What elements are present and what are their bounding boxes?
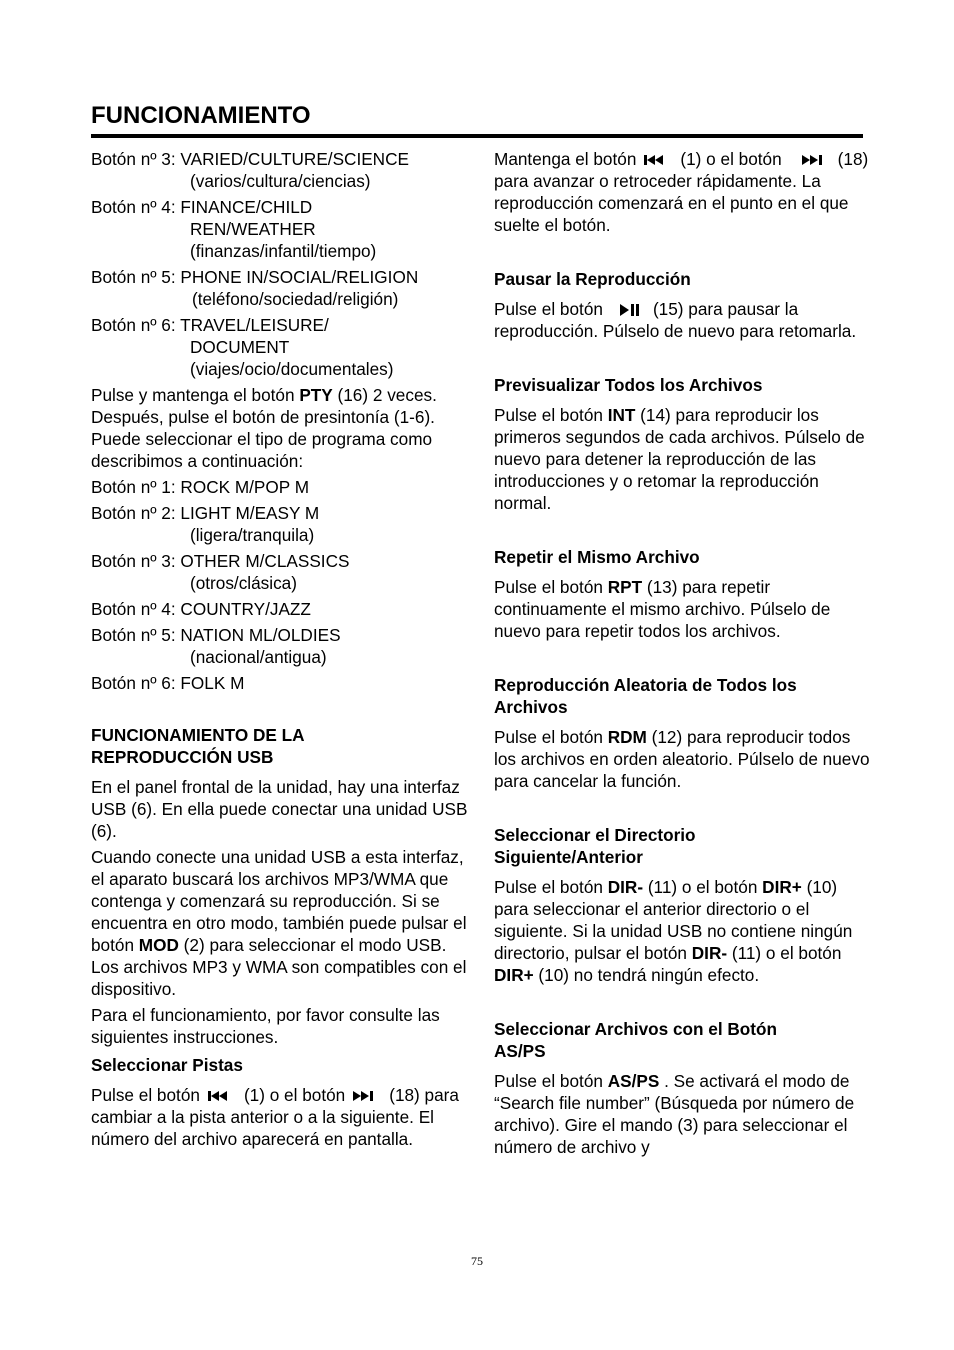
pause-heading: Pausar la Reproducción — [494, 269, 691, 289]
rds-item-main: Botón nº 4: COUNTRY/JAZZ — [91, 599, 311, 619]
asps-paragraph: Pulse el botón AS/PS . Se activará el modo de “Search file number” (Búsqueda por número de archivo). Gire el mando (3) para seleccionar el número de archivo y — [494, 1071, 855, 1157]
skip-next-icon — [353, 1090, 375, 1102]
page-number: 75 — [471, 1254, 483, 1268]
intro-heading: Previsualizar Todos los Archivos — [494, 375, 763, 395]
spacer — [494, 990, 874, 1018]
rds-item-sub: (teléfono/sociedad/religión) — [192, 289, 399, 309]
pause-paragraph: Pulse el botón (15) para pausar la reproducción. Púlselo de nuevo para retomarla. — [494, 299, 857, 341]
directory-paragraph: Pulse el botón DIR- (11) o el botón DIR+ (10) para seleccionar el anterior directorio o el siguiente. Si la unidad USB no contiene ningún directorio, pulsar el botón DIR- (11) o el botón DIR+ (10) no tendrá ningún efecto. — [494, 877, 853, 985]
rds-item — [91, 476, 471, 498]
skip-next-icon — [802, 154, 824, 166]
rds-item-sub: (nacional/antigua) — [190, 647, 327, 667]
rds-item-sub: (otros/clásica) — [190, 573, 297, 593]
rds-list-2 — [91, 476, 471, 694]
usb-heading: FUNCIONAMIENTO DE LA REPRODUCCIÓN USB — [91, 725, 305, 767]
rds-item-sub: (viajes/ocio/documentales) — [190, 359, 394, 379]
spacer — [494, 346, 874, 374]
rds-item-main: Botón nº 5: NATION ML/OLDIES — [91, 625, 341, 645]
title-rule — [91, 134, 863, 138]
rds-item-sub: REN/WEATHER — [190, 219, 316, 239]
tracks-heading: Seleccionar Pistas — [91, 1055, 243, 1075]
usb-paragraph-1: En el panel frontal de la unidad, hay una interfaz USB (6). En ella puede conectar una unidad USB (6). — [91, 777, 468, 841]
repeat-heading: Repetir el Mismo Archivo — [494, 547, 700, 567]
rds-list-1 — [91, 148, 471, 380]
intro-paragraph: Pulse el botón INT (14) para reproducir los primeros segundos de cada archivos. Púlselo de nuevo para detener la reproducción de las introducciones y o retomar la reproducción normal. — [494, 405, 865, 513]
usb-paragraph-3: Para el funcionamiento, por favor consulte las siguientes instrucciones. — [91, 1005, 440, 1047]
pty-paragraph: Pulse y mantenga el botón PTY (16) 2 veces. Después, pulse el botón de presintonía (1-6). Puede seleccionar el tipo de programa como describimos a continuación: — [91, 385, 437, 471]
rds-item — [91, 196, 471, 262]
spacer — [494, 796, 874, 824]
rds-item-main: Botón nº 6: FOLK M — [91, 673, 245, 693]
usb-paragraph-2: Cuando conecte una unidad USB a esta interfaz, el aparato buscará los archivos MP3/WMA que contenga y comenzará su reproducción. Si se encuentra en otro modo, también puede pulsar el botón MOD (2) para seleccionar el modo USB. Los archivos MP3 y WMA son compatibles con el dispositivo. — [91, 847, 467, 999]
spacer — [494, 240, 874, 268]
rds-item-sub: (ligera/tranquila) — [190, 525, 315, 545]
rds-item — [91, 624, 471, 668]
rds-item-main: Botón nº 3: OTHER M/CLASSICS — [91, 551, 350, 571]
rds-item-main: Botón nº 5: PHONE IN/SOCIAL/RELIGION — [91, 267, 419, 287]
rds-item-sub: (finanzas/infantil/tiempo) — [190, 241, 377, 261]
left-column — [91, 148, 471, 1154]
rds-item — [91, 598, 471, 620]
random-paragraph: Pulse el botón RDM (12) para reproducir todos los archivos en orden aleatorio. Púlselo de nuevo para cancelar la función. — [494, 727, 870, 791]
spacer — [494, 646, 874, 674]
play-pause-icon — [619, 303, 641, 317]
rds-item — [91, 502, 471, 546]
spacer — [91, 698, 471, 724]
rds-item-sub: (varios/cultura/ciencias) — [190, 171, 371, 191]
random-heading: Reproducción Aleatoria de Todos los Archivos — [494, 675, 797, 717]
fast-search-paragraph: Mantenga el botón (1) o el botón (18) para avanzar o retroceder rápidamente. La reproducción comenzará en el punto en el que suelte el botón. — [494, 149, 869, 235]
page-title: FUNCIONAMIENTO — [91, 102, 311, 129]
skip-previous-icon — [208, 1090, 230, 1102]
rds-item — [91, 266, 471, 310]
rds-item-main: Botón nº 1: ROCK M/POP M — [91, 477, 310, 497]
right-column — [494, 148, 874, 1162]
rds-item — [91, 550, 471, 594]
spacer — [494, 518, 874, 546]
rds-item — [91, 672, 471, 694]
skip-previous-icon — [644, 154, 666, 166]
rds-item-main: Botón nº 2: LIGHT M/EASY M — [91, 503, 320, 523]
rds-item-main: Botón nº 3: VARIED/CULTURE/SCIENCE — [91, 149, 409, 169]
asps-heading: Seleccionar Archivos con el Botón AS/PS — [494, 1019, 778, 1061]
directory-heading: Seleccionar el Directorio Siguiente/Anterior — [494, 825, 696, 867]
rds-item — [91, 148, 471, 192]
rds-item-main: Botón nº 6: TRAVEL/LEISURE/ — [91, 315, 329, 335]
rds-item — [91, 314, 471, 380]
repeat-paragraph: Pulse el botón RPT (13) para repetir continuamente el mismo archivo. Púlselo de nuevo para repetir todos los archivos. — [494, 577, 831, 641]
tracks-paragraph: Pulse el botón (1) o el botón (18) para cambiar a la pista anterior o a la siguiente. El número del archivo aparecerá en pantalla. — [91, 1085, 459, 1149]
rds-item-sub: DOCUMENT — [190, 337, 290, 357]
rds-item-main: Botón nº 4: FINANCE/CHILD — [91, 197, 313, 217]
